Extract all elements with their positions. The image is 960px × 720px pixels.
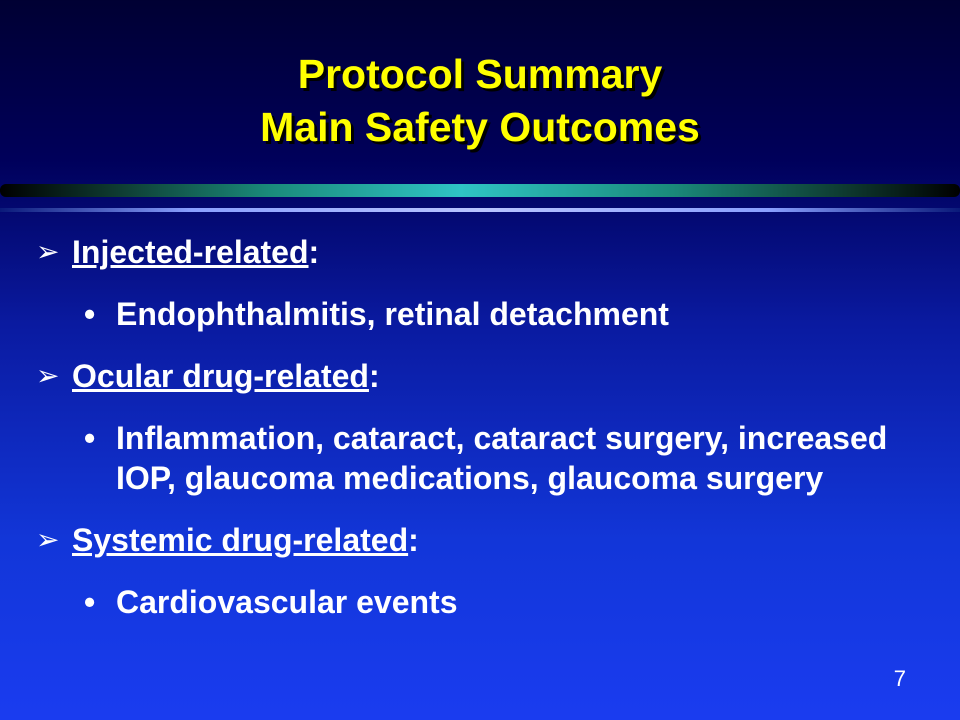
bullet-dot-icon: • — [84, 296, 96, 332]
heading-colon: : — [408, 522, 419, 558]
section-heading-text: Systemic drug-related — [72, 522, 409, 558]
bullet-item — [36, 418, 946, 498]
divider-line — [0, 208, 960, 212]
arrow-bullet-icon: ➢ — [36, 360, 60, 391]
section-heading-text: Ocular drug-related — [72, 358, 369, 394]
arrow-bullet-icon: ➢ — [36, 524, 60, 555]
slide-body — [36, 232, 946, 644]
section-heading-injected — [36, 232, 946, 272]
bullet-item — [36, 582, 946, 622]
title-line-2: Main Safety Outcomes — [260, 104, 700, 150]
page-number: 7 — [893, 666, 906, 691]
slide-title — [0, 48, 960, 154]
arrow-bullet-icon: ➢ — [36, 236, 60, 267]
section-heading-systemic — [36, 520, 946, 560]
heading-colon: : — [368, 358, 380, 394]
heading-colon: : — [308, 234, 320, 270]
section-heading-ocular — [36, 356, 946, 396]
title-line-1: Protocol Summary — [297, 51, 663, 97]
bullet-dot-icon: • — [84, 420, 96, 456]
bullet-text: Endophthalmitis, retinal detachment — [116, 296, 669, 332]
bullet-dot-icon: • — [84, 584, 96, 620]
bullet-item — [36, 294, 946, 334]
bullet-text: Inflammation, cataract, cataract surgery, increased IOP, glaucoma medications, glaucoma surgery — [116, 420, 888, 496]
bullet-text: Cardiovascular events — [116, 584, 458, 620]
divider-bar — [0, 184, 960, 197]
section-heading-text: Injected-related — [72, 234, 309, 270]
